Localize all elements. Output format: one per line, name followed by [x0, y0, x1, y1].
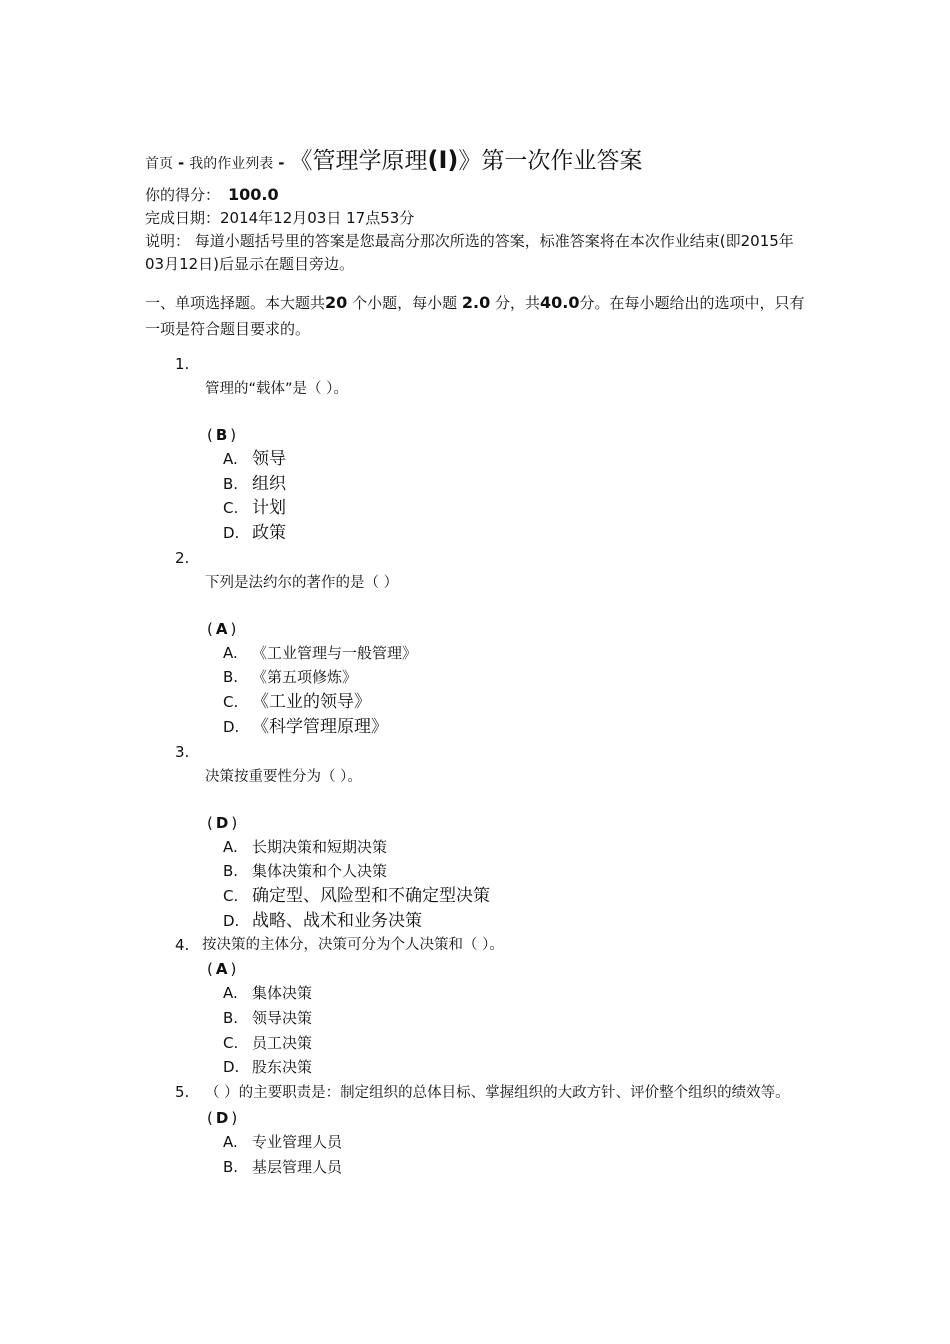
option-letter: B.	[223, 862, 239, 881]
option-item	[145, 859, 810, 884]
option-item	[145, 447, 810, 472]
option-text: 员工决策	[252, 1033, 313, 1052]
completion-date: 完成日期：2014年12月03日 17点53分	[145, 209, 415, 227]
option-letter: C.	[223, 1033, 239, 1052]
option-text: 确定型、风险型和不确定型决策	[252, 885, 490, 906]
option-text: 集体决策	[252, 984, 313, 1003]
selected-answer: ( A )	[207, 619, 237, 638]
option-item	[145, 884, 810, 909]
question-stem: 管理的“载体”是（ ）。	[205, 381, 348, 397]
selected-answer: ( D )	[207, 1109, 238, 1127]
option-letter: A.	[223, 450, 238, 468]
question-number: 3.	[175, 742, 190, 761]
score-label: 你的得分：	[145, 186, 221, 204]
question-number: 5.	[175, 1083, 190, 1101]
option-letter: C.	[223, 886, 239, 905]
option-item	[145, 1031, 810, 1056]
homework-meta	[145, 183, 810, 276]
option-letter: B.	[223, 1157, 239, 1176]
option-text: 《科学管理原理》	[252, 716, 388, 737]
option-text: 集体决策和个人决策	[252, 862, 388, 881]
question-stem: 决策按重要性分为（ ）。	[205, 768, 362, 785]
section-text: 个小题，每小题	[352, 294, 458, 312]
page-title-part: 《管理学原理	[289, 148, 428, 174]
question-item	[145, 740, 810, 934]
question-number: 4.	[175, 936, 190, 955]
option-letter: D.	[223, 1058, 240, 1077]
option-letter: A.	[223, 1133, 238, 1151]
option-item	[145, 1130, 810, 1155]
breadcrumb-homework-list-link[interactable]: 我的作业列表	[189, 156, 274, 172]
option-item	[145, 715, 810, 740]
breadcrumb	[145, 142, 810, 175]
option-letter: D.	[223, 911, 240, 930]
option-text: 专业管理人员	[252, 1133, 343, 1151]
option-letter: A.	[223, 837, 238, 856]
option-item	[145, 1006, 810, 1031]
selected-answer: ( D )	[207, 813, 238, 832]
option-text: 领导	[252, 449, 286, 469]
breadcrumb-home-link[interactable]: 首页	[145, 156, 173, 172]
option-item	[145, 472, 810, 497]
option-item	[145, 521, 810, 546]
option-text: 组织	[252, 473, 286, 494]
section-text: 分。在每小题给出的选项中，只有一项是符合题目要求的。	[145, 294, 805, 338]
breadcrumb-separator: -	[278, 154, 285, 172]
option-text: 长期决策和短期决策	[252, 837, 388, 856]
option-text: 计划	[252, 498, 286, 519]
option-letter: C.	[223, 499, 239, 518]
answer-letter: D	[215, 813, 229, 832]
option-letter: D.	[223, 717, 240, 736]
option-item	[145, 496, 810, 521]
answer-letter: D	[215, 1109, 229, 1127]
option-item	[145, 1155, 810, 1180]
question-count: 20	[325, 293, 348, 312]
option-text: 《第五项修炼》	[252, 668, 358, 687]
homework-page	[145, 142, 810, 1179]
selected-answer: ( B )	[207, 426, 237, 444]
option-item	[145, 1055, 810, 1080]
question-number: 2.	[175, 548, 190, 567]
selected-answer: ( A )	[207, 960, 237, 979]
option-text: 《工业的领导》	[252, 692, 371, 713]
option-letter: A.	[223, 984, 238, 1003]
option-item	[145, 835, 810, 860]
page-title-part: 》第一次作业答案	[458, 148, 643, 174]
page-title	[289, 142, 642, 175]
option-text: 股东决策	[252, 1058, 313, 1077]
answer-letter: A	[215, 960, 228, 979]
question-item	[145, 933, 810, 1080]
answer-letter: B	[215, 426, 228, 444]
points-each: 2.0	[461, 293, 491, 312]
option-item	[145, 665, 810, 690]
section-text: 一、单项选择题。本大题共	[145, 294, 326, 312]
score-value: 100.0	[228, 185, 279, 204]
option-text: 领导决策	[252, 1008, 313, 1027]
option-item	[145, 909, 810, 934]
option-letter: A.	[223, 643, 238, 662]
option-text: 基层管理人员	[252, 1157, 343, 1176]
question-item	[145, 546, 810, 740]
points-total: 40.0	[540, 293, 580, 312]
option-letter: C.	[223, 693, 239, 712]
question-stem: （ ）的主要职责是：制定组织的总体目标、掌握组织的大政方针、评价整个组织的绩效等。	[205, 1085, 790, 1101]
option-letter: B.	[223, 474, 239, 493]
section-text: 分，共	[494, 294, 540, 312]
option-item	[145, 690, 810, 715]
question-item	[145, 352, 810, 546]
option-item	[145, 981, 810, 1006]
question-item	[145, 1080, 810, 1179]
option-text: 战略、战术和业务决策	[252, 910, 422, 931]
breadcrumb-separator: -	[178, 154, 185, 172]
option-item	[145, 641, 810, 666]
option-letter: B.	[223, 668, 239, 687]
page-title-part: (Ⅰ)	[427, 146, 459, 174]
answer-letter: A	[215, 619, 228, 638]
question-stem: 下列是法约尔的著作的是（ ）	[205, 574, 399, 591]
section-heading	[145, 290, 810, 342]
question-number: 1.	[175, 355, 190, 373]
option-text: 政策	[252, 523, 286, 544]
option-text: 《工业管理与一般管理》	[252, 643, 418, 662]
option-letter: B.	[223, 1008, 239, 1027]
question-stem: 按决策的主体分，决策可分为个人决策和（ ）。	[202, 937, 504, 954]
score-line	[145, 183, 810, 207]
option-letter: D.	[223, 524, 240, 543]
instructions-note: 说明： 每道小题括号里的答案是您最高分那次所选的答案，标准答案将在本次作业结束(即2015年03月12日)后显示在题目旁边。	[145, 232, 794, 273]
